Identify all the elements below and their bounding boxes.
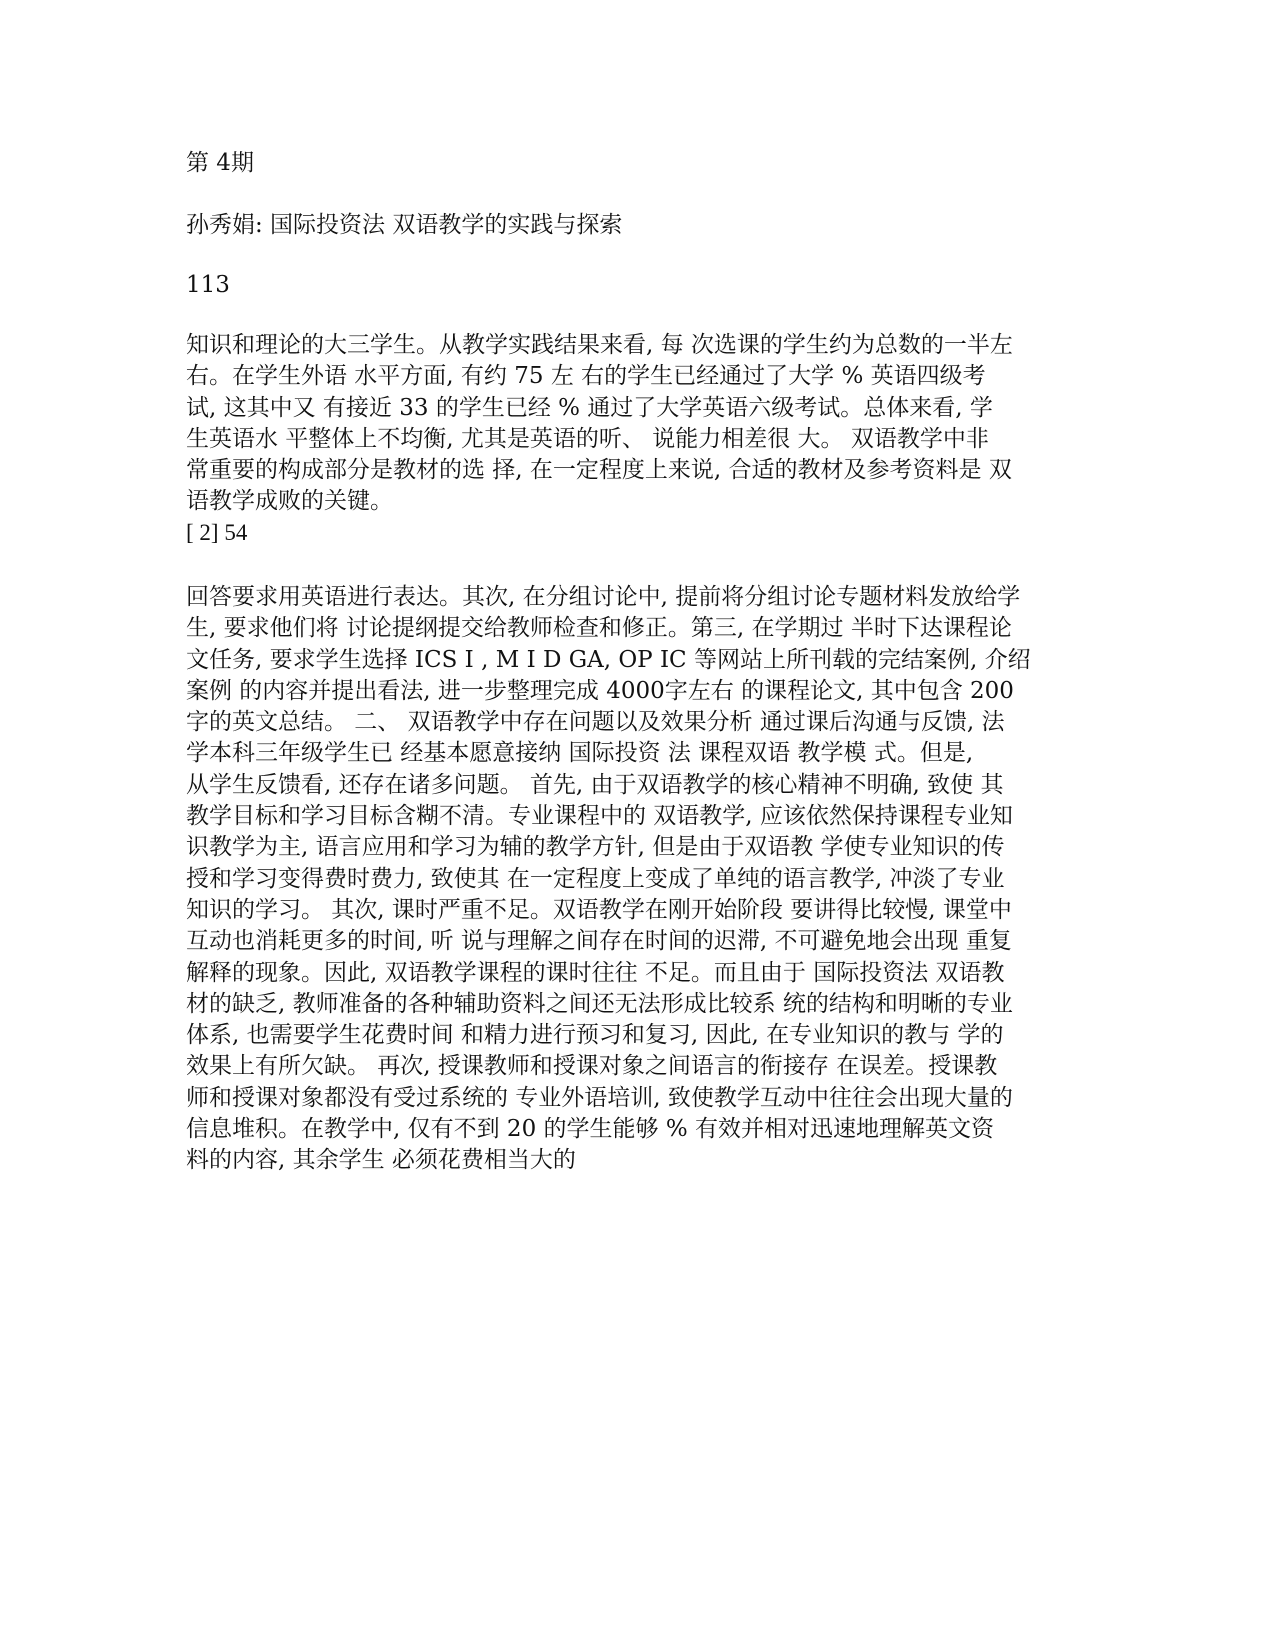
text-line: 案例 的内容并提出看法, 进一步整理完成 4000字左右 的课程论文, 其中包含 200 (186, 677, 1014, 704)
text-line: 生, 要求他们将 讨论提纲提交给教师检查和修正。第三, 在学期过 半时下达课程论 (186, 615, 1012, 642)
text-line: 效果上有所欠缺。 再次, 授课教师和授课对象之间语言的衔接存 在误差。授课教 (186, 1053, 998, 1080)
text-line: 体系, 也需要学生花费时间 和精力进行预习和复习, 因此, 在专业知识的教与 学的 (186, 1022, 1004, 1049)
text-line: 识教学为主, 语言应用和学习为辅的教学方针, 但是由于双语教 学使专业知识的传 (186, 834, 1005, 861)
text-line: 从学生反馈看, 还存在诸多问题。 首先, 由于双语教学的核心精神不明确, 致使 其 (186, 771, 1004, 798)
text-line: 语教学成败的关键。 (186, 488, 393, 515)
text-line: 互动也消耗更多的时间, 听 说与理解之间存在时间的迟滞, 不可避免地会出现 重复 (186, 928, 1012, 955)
text-line: 料的内容, 其余学生 必须花费相当大的 (186, 1147, 576, 1174)
text-line: 生英语水 平整体上不均衡, 尤其是英语的听、 说能力相差很 大。 双语教学中非 (186, 425, 989, 452)
text-line: 授和学习变得费时费力, 致使其 在一定程度上变成了单纯的语言教学, 冲淡了专业 (186, 865, 1005, 892)
paragraph-2 (186, 582, 1086, 1177)
text-line: 教学目标和学习目标含糊不清。专业课程中的 双语教学, 应该依然保持课程专业知 (186, 803, 1013, 830)
text-line: 右。在学生外语 水平方面, 有约 75 左 右的学生已经通过了大学 % 英语四级考 (186, 363, 986, 390)
page-number: 113 (186, 272, 230, 298)
reference-marker: [ 2] 54 (186, 520, 248, 545)
text-line: 材的缺乏, 教师准备的各种辅助资料之间还无法形成比较系 统的结构和明晰的专业 (186, 990, 1013, 1017)
text-line: 学本科三年级学生已 经基本愿意接纳 国际投资 法 课程双语 教学模 式。但是, (186, 740, 974, 767)
paragraph-1 (186, 330, 1086, 518)
text-line: 师和授课对象都没有受过系统的 专业外语培训, 致使教学互动中往往会出现大量的 (186, 1084, 1013, 1111)
text-line: 知识和理论的大三学生。从教学实践结果来看, 每 次选课的学生约为总数的一半左 (186, 332, 1013, 358)
running-title: 孙秀娟: 国际投资法 双语教学的实践与探索 (186, 212, 623, 238)
text-line: 回答要求用英语进行表达。其次, 在分组讨论中, 提前将分组讨论专题材料发放给学 (186, 584, 1021, 610)
text-line: 字的英文总结。 二、 双语教学中存在问题以及效果分析 通过课后沟通与反馈, 法 (186, 709, 1005, 736)
text-line: 解释的现象。因此, 双语教学课程的课时往往 不足。而且由于 国际投资法 双语教 (186, 959, 1005, 986)
text-line: 试, 这其中又 有接近 33 的学生已经 % 通过了大学英语六级考试。总体来看, 学 (186, 394, 993, 421)
text-line: 知识的学习。 其次, 课时严重不足。双语教学在刚开始阶段 要讲得比较慢, 课堂中 (186, 896, 1012, 923)
text-line: 信息堆积。在教学中, 仅有不到 20 的学生能够 % 有效并相对迅速地理解英文资 (186, 1116, 994, 1143)
text-line: 文任务, 要求学生选择 ICS I , M I D GA, OP IC 等网站上所刊载的完结案例, 介绍 (186, 646, 1031, 673)
text-line: 常重要的构成部分是教材的选 择, 在一定程度上来说, 合适的教材及参考资料是 双 (186, 457, 1012, 484)
issue-number: 第 4期 (186, 150, 254, 176)
